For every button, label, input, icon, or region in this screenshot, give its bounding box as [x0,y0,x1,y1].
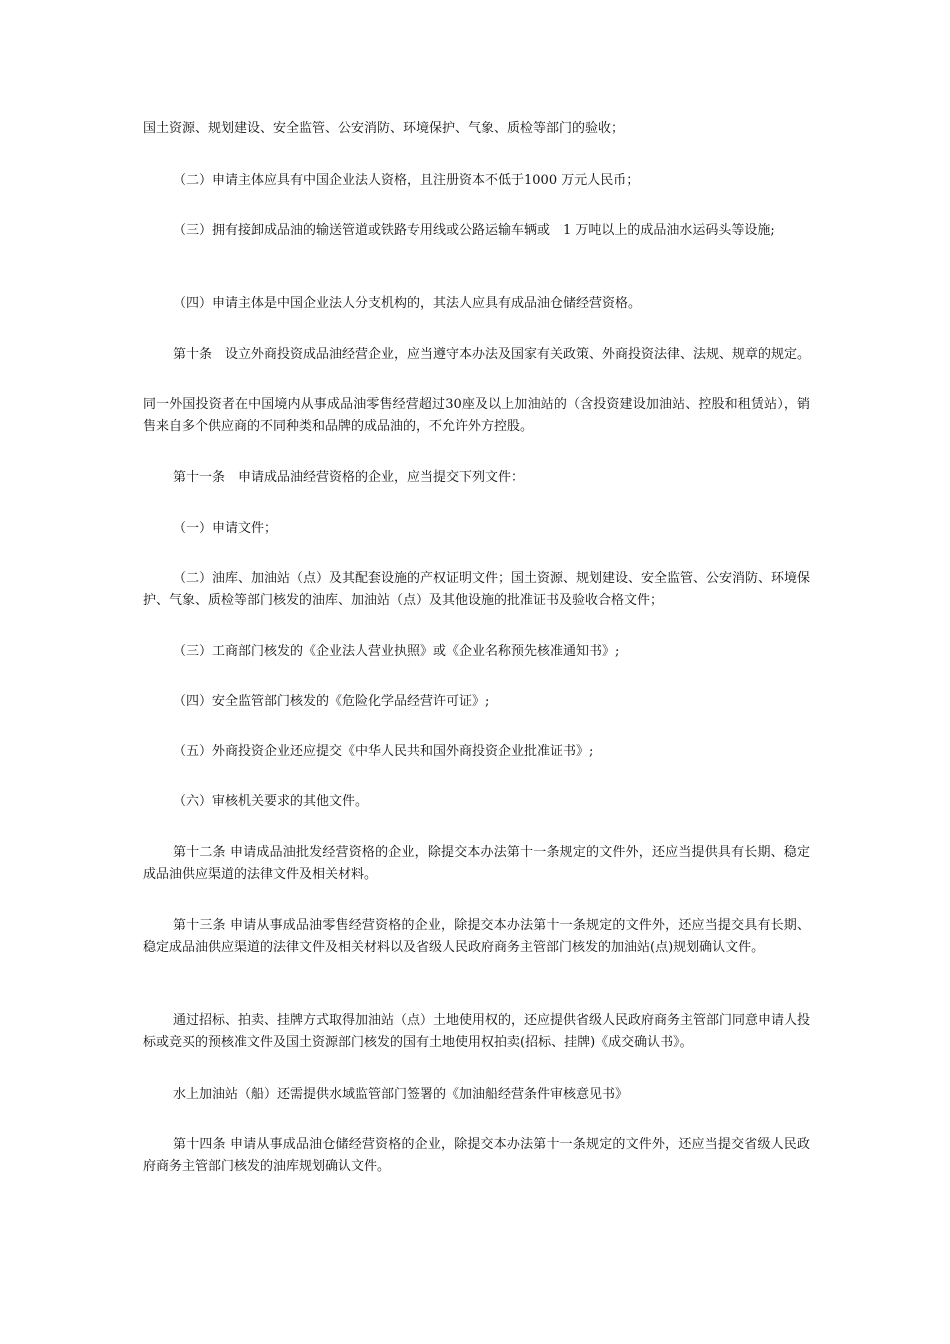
item-2: （二）油库、加油站（点）及其配套设施的产权证明文件；国土资源、规划建设、安全监管、公安消防、环境保护、气象、质检等部门核发的油库、加油站（点）及其他设施的批准证书及验收合格文件； [143,571,811,608]
item-5: （五）外商投资企业还应提交《中华人民共和国外商投资企业批准证书》; [173,744,594,759]
article-12: 第十二条 申请成品油批发经营资格的企业，除提交本办法第十一条规定的文件外，还应当提供具有长期、稳定成品油供应渠道的法律文件及相关材料。 [143,845,810,882]
paragraph-3: （三）拥有接卸成品油的输送管道或铁路专用线或公路运输车辆或 1 万吨以上的成品油水运码头等设施; [173,223,775,238]
article-11: 第十一条 申请成品油经营资格的企业，应当提交下列文件： [173,470,525,485]
paragraph-bidding: 通过招标、拍卖、挂牌方式取得加油站（点）土地使用权的，还应提供省级人民政府商务主管部门同意申请人投标或竞买的预核准文件及国土资源部门核发的国有土地使用权拍卖(招标、挂牌)《成交确认书》。 [143,1013,811,1050]
paragraph-2: （二）申请主体应具有中国企业法人资格，且注册资本不低于1000 万元人民币； [173,173,640,188]
article-13: 第十三条 申请从事成品油零售经营资格的企业，除提交本办法第十一条规定的文件外，还应当提交具有长期、稳定成品油供应渠道的法律文件及相关材料以及省级人民政府商务主管部门核发的加油站(点)规划确认文件。 [143,918,810,955]
item-4: （四）安全监管部门核发的《危险化学品经营许可证》; [173,694,490,709]
paragraph-4: （四）申请主体是中国企业法人分支机构的，其法人应具有成品油仓储经营资格。 [173,296,642,311]
article-10: 第十条 设立外商投资成品油经营企业，应当遵守本办法及国家有关政策、外商投资法律、法规、规章的规定。 [173,347,811,362]
paragraph-foreign-investor: 同一外国投资者在中国境内从事成品油零售经营超过30座及以上加油站的（含投资建设加油站、控股和租赁站），销售来自多个供应商的不同种类和品牌的成品油的，不允许外方控股。 [143,397,810,434]
item-3: （三）工商部门核发的《企业法人营业执照》或《企业名称预先核准通知书》; [173,644,620,659]
paragraph-water-station: 水上加油站（船）还需提供水域监管部门签署的《加油船经营条件审核意见书》 [173,1087,629,1102]
item-1: （一）申请文件； [173,521,278,536]
paragraph-1: 国土资源、规划建设、安全监管、公安消防、环境保护、气象、质检等部门的验收； [143,121,625,136]
item-6: （六）审核机关要求的其他文件。 [173,794,369,809]
article-14: 第十四条 申请从事成品油仓储经营资格的企业，除提交本办法第十一条规定的文件外，还应当提交省级人民政府商务主管部门核发的油库规划确认文件。 [143,1137,810,1174]
